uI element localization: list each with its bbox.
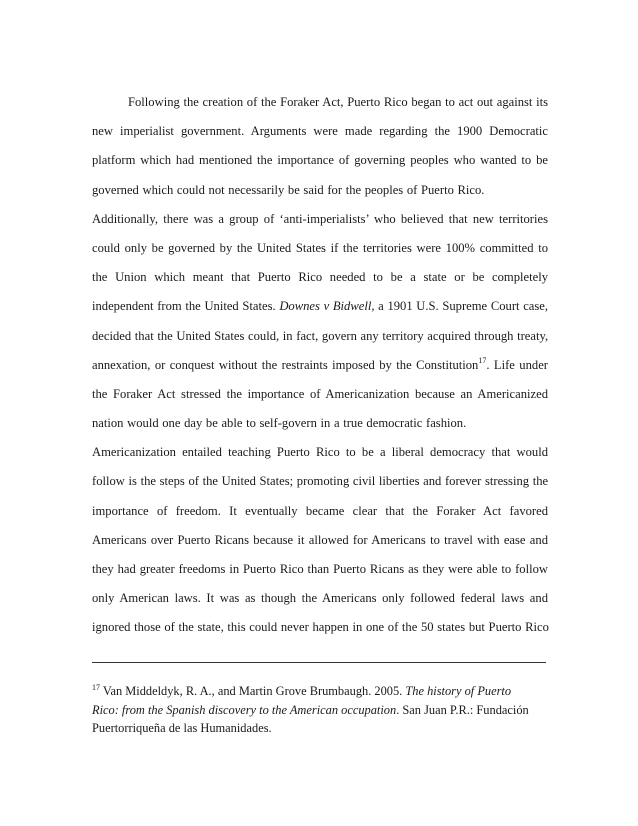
paragraph-line: platform which had mentioned the importance of governing peoples who wanted to be — [92, 153, 548, 168]
paragraph-line — [92, 298, 548, 327]
footnote — [92, 682, 548, 738]
paragraph-line: nation would one day be able to self-govern in a true democratic fashion. — [92, 416, 467, 431]
paragraph-line: could only be governed by the United States if the territories were 100% committed to — [92, 240, 548, 255]
paragraph-line: Additionally, there was a group of ‘anti-imperialists’ who believed that new territories — [92, 211, 548, 226]
paragraph-line: Following the creation of the Foraker Act, Puerto Rico began to act out against its — [128, 95, 548, 109]
footnote-text: Van Middeldyk, R. A., and Martin Grove Brumbaugh. 2005. — [100, 684, 406, 698]
paragraph-line — [92, 357, 548, 386]
footnote-marker[interactable]: 17 — [478, 355, 487, 365]
footnote-separator — [92, 662, 546, 663]
footnote-line: Puertorriqueña de las Humanidades. — [92, 721, 272, 735]
paragraph-line: only American laws. It was as though the Americans only followed federal laws and — [92, 591, 548, 606]
line-text: annexation, or conquest without the restraints imposed by the Constitution — [92, 357, 479, 372]
line-text: independent from the United States. — [92, 299, 280, 314]
paragraph-line: they had greater freedoms in Puerto Rico than Puerto Ricans as they were able to follow — [92, 562, 548, 576]
footnote-title: The history of Puerto — [405, 684, 512, 698]
line-text: . Life under — [486, 357, 548, 372]
paragraph-line: Americanization entailed teaching Puerto Rico to be a liberal democracy that would — [92, 445, 548, 460]
footnote-number: 17 — [92, 683, 100, 692]
line-text: , a 1901 U.S. Supreme Court case, — [371, 299, 549, 314]
footnote-title: Rico: from the Spanish discovery to the American occupation — [92, 702, 397, 717]
paragraph-line: ignored those of the state, this could never happen in one of the 50 states but Puerto Rico — [92, 620, 549, 635]
footnote-line — [92, 682, 548, 701]
footnote-line — [92, 701, 548, 720]
paragraph-line: the Foraker Act stressed the importance of Americanization because an Americanized — [92, 386, 548, 401]
case-name: Downes v Bidwell — [279, 299, 372, 314]
paragraph-line: decided that the United States could, in fact, govern any territory acquired through treaty, — [92, 328, 549, 343]
body-paragraph — [92, 94, 548, 649]
paragraph-line: importance of freedom. It eventually became clear that the Foraker Act favored — [92, 503, 548, 518]
paragraph-line: Americans over Puerto Ricans because it allowed for Americans to travel with ease and — [92, 532, 548, 547]
footnote-text: . San Juan P.R.: Fundación — [396, 702, 529, 717]
paragraph-line: new imperialist government. Arguments were made regarding the 1900 Democratic — [92, 124, 548, 139]
paragraph-line: follow is the steps of the United States; promoting civil liberties and forever stressing the — [92, 474, 549, 489]
paragraph-line: governed which could not necessarily be said for the peoples of Puerto Rico. — [92, 182, 485, 197]
paragraph-line: the Union which meant that Puerto Rico needed to be a state or be completely — [92, 270, 548, 285]
